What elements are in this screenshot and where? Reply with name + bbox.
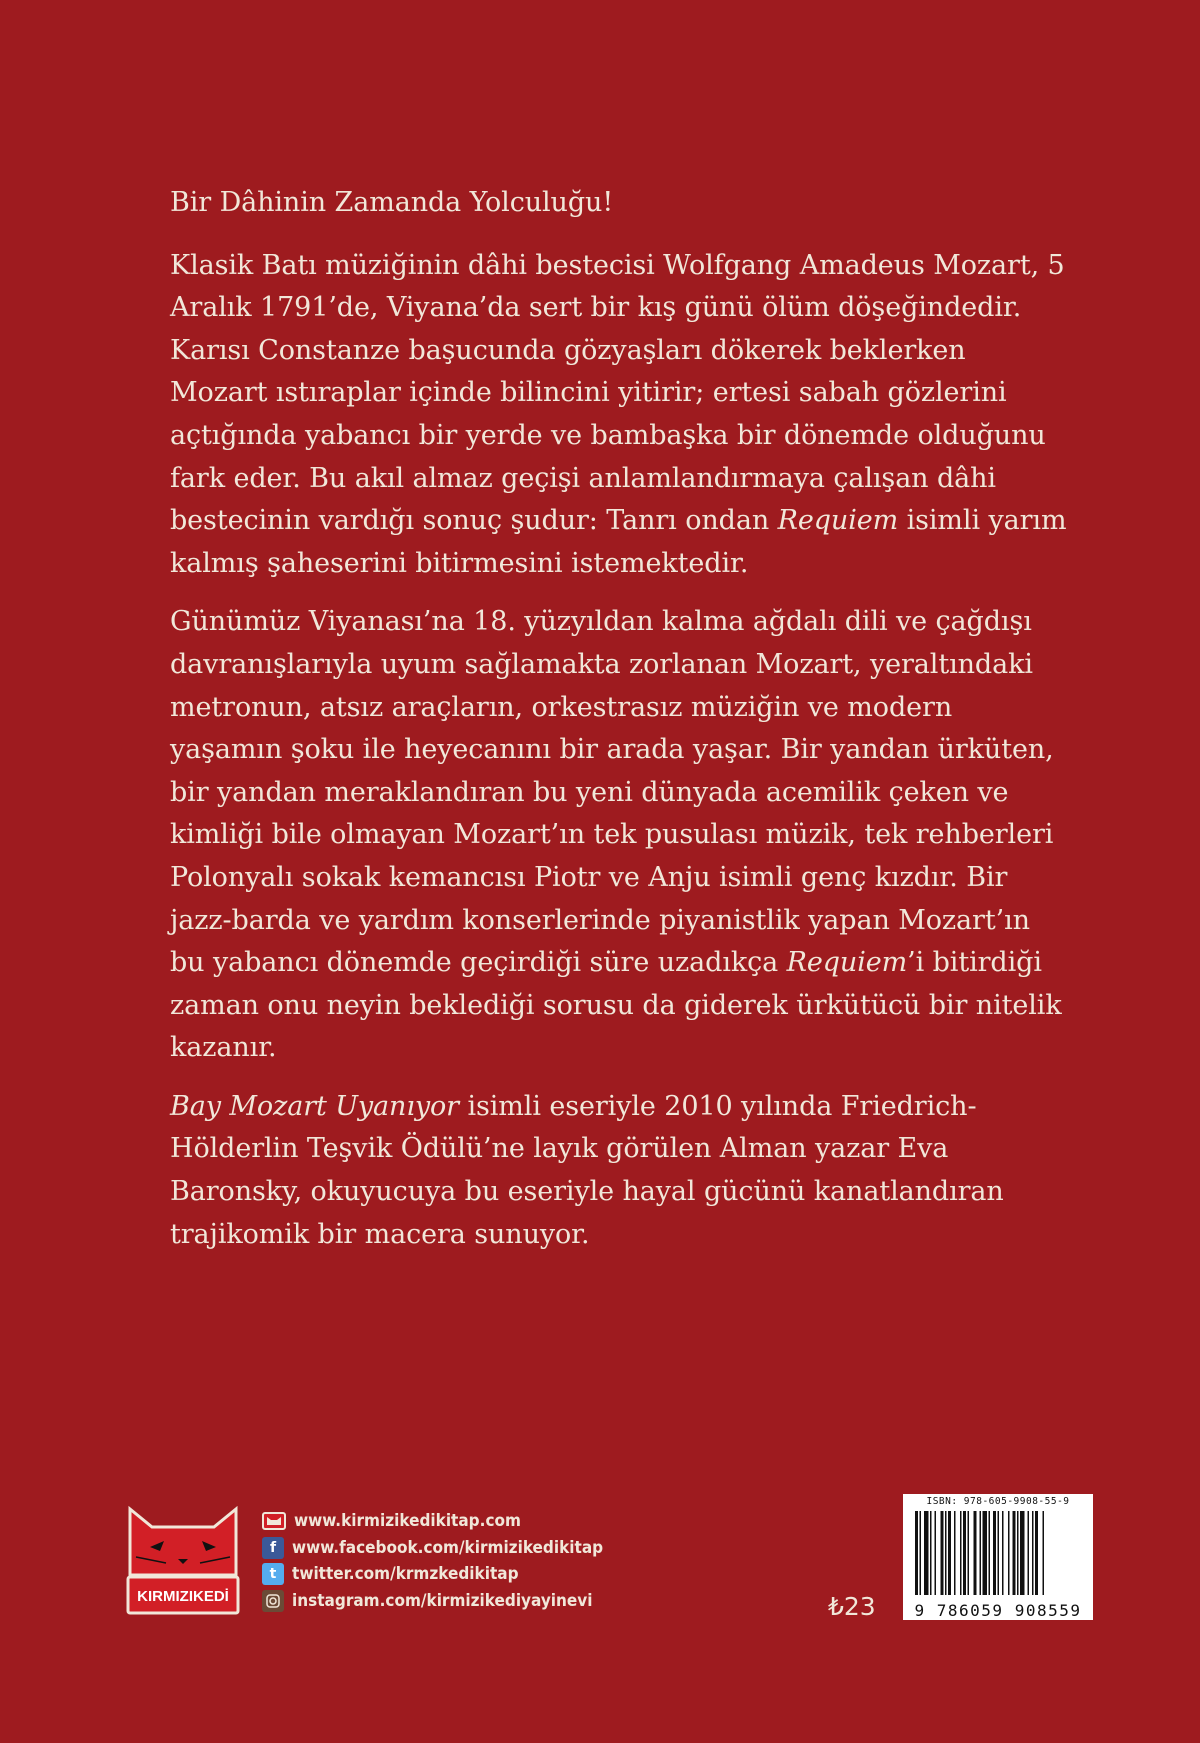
barcode-bar (948, 1511, 951, 1595)
back-cover-blurb (170, 182, 1070, 1272)
barcode-bar (998, 1511, 1000, 1595)
barcode-bar (980, 1511, 982, 1595)
barcode-bar (1043, 1511, 1045, 1595)
instagram-icon (262, 1590, 284, 1612)
isbn-barcode (903, 1494, 1093, 1620)
social-link-facebook[interactable] (262, 1535, 603, 1562)
instagram-link-text: instagram.com/kirmizikediyayinevi (292, 1590, 593, 1611)
logo-text: KIRMIZIKEDİ (137, 1588, 229, 1605)
barcode-bar (920, 1511, 922, 1595)
blurb-p1-text-b: isimli yarım kalmış şaheserini bitirmesini istemektedir. (170, 505, 1067, 579)
barcode-bar (941, 1511, 944, 1595)
isbn-label: ISBN: 978-605-9908-55-9 (926, 1496, 1070, 1507)
publisher-logo (126, 1505, 240, 1617)
barcode-bar (983, 1511, 988, 1595)
website-icon (262, 1512, 286, 1530)
twitter-link-text: twitter.com/krmzkedikitap (292, 1564, 519, 1585)
social-link-website[interactable] (262, 1508, 603, 1535)
blurb-p2-text-a: Günümüz Viyanası’na 18. yüzyıldan kalma ağdalı dili ve çağdışı davranışlarıyla uyum sağlamakta zorlanan Mozart, yeraltındaki metronun, atsız araçların, orkestrasız müziğin ve modern yaşamın şoku ile heyecanını bir arada yaşar. Bir yandan ürküten, bir yandan meraklandıran bu yeni dünyada acemilik çeken ve kimliği bile olmayan Mozart’ın tek pusulası müzik, tek rehberleri Polonyalı sokak kemancısı Piotr ve Anju isimli genç kızdır. Bir jazz-barda ve yardım konserlerinde piyanistlik yapan Mozart’ın bu yabancı dönemde geçirdiği süre uzadıkça (170, 606, 1054, 979)
blurb-p3-text: isimli eseriyle 2010 yılında Friedrich-Hölderlin Teşvik Ödülü’ne layık görülen Alman yazar Eva Baronsky, okuyucuya bu eseriyle hayal gücünü kanatlandıran trajikomik bir macera sunuyor. (170, 1090, 1004, 1250)
isbn-number: 9 786059 908559 (914, 1601, 1082, 1620)
barcode-bar (1032, 1511, 1034, 1595)
barcode-bar (915, 1511, 918, 1595)
barcode-bar (1017, 1511, 1019, 1595)
barcode-bar (963, 1511, 966, 1595)
barcode-bar (930, 1511, 932, 1595)
barcode-bar (989, 1511, 991, 1595)
barcode-bar (968, 1511, 970, 1595)
barcode-bar (1020, 1511, 1025, 1595)
barcode-bar (945, 1511, 947, 1595)
social-link-twitter[interactable] (262, 1561, 603, 1588)
blurb-p2-text-b: ’i bitirdiği zaman onu neyin beklediği sorusu da giderek ürkütücü bir nitelik kazanır. (170, 947, 1062, 1064)
barcode-bar (1002, 1511, 1004, 1595)
blurb-p1-text-a: Klasik Batı müziğinin dâhi bestecisi Wolfgang Amadeus Mozart, 5 Aralık 1791’de, Viyana’da sert bir kış günü ölüm döşeğindedir. Karısı Constanze başucunda gözyaşları dökerek beklerken Mozart ıstıraplar içinde bilincini yitirir; ertesi sabah gözlerini açtığında yabancı bir yerde ve bambaşka bir dönemde olduğunu fark eder. Bu akıl almaz geçişi anlamlandırmaya çalışan dâhi bestecinin vardığı sonuç şudur: Tanrı ondan (170, 249, 1065, 537)
blurb-paragraph-1 (170, 245, 1070, 586)
barcode-bar (1035, 1511, 1038, 1595)
barcode-bar (1013, 1511, 1016, 1595)
price-label: ₺23 (828, 1592, 876, 1621)
facebook-icon: f (262, 1537, 284, 1559)
social-link-instagram[interactable] (262, 1588, 603, 1615)
barcode-bar (954, 1511, 956, 1595)
barcode-bar (960, 1511, 962, 1595)
website-link-text: www.kirmizikedikitap.com (294, 1511, 521, 1532)
barcode-bar (974, 1511, 977, 1595)
barcode-bar (1008, 1511, 1010, 1595)
blurb-p1-title-italic: Requiem (777, 505, 899, 537)
blurb-p2-title-italic: Requiem (786, 947, 908, 979)
barcode-bar (993, 1511, 996, 1595)
barcode-bar (935, 1511, 937, 1595)
facebook-link-text: www.facebook.com/kirmizikedikitap (292, 1537, 604, 1558)
blurb-paragraph-2 (170, 601, 1070, 1070)
social-links (262, 1508, 603, 1614)
blurb-p3-title-italic: Bay Mozart Uyanıyor (170, 1090, 459, 1122)
twitter-icon: t (262, 1563, 284, 1585)
barcode-bars (911, 1511, 1085, 1595)
blurb-paragraph-3 (170, 1086, 1070, 1256)
barcode-bar (924, 1511, 929, 1595)
blurb-title: Bir Dâhinin Zamanda Yolculuğu! (170, 187, 614, 218)
barcode-bar (1028, 1511, 1030, 1595)
